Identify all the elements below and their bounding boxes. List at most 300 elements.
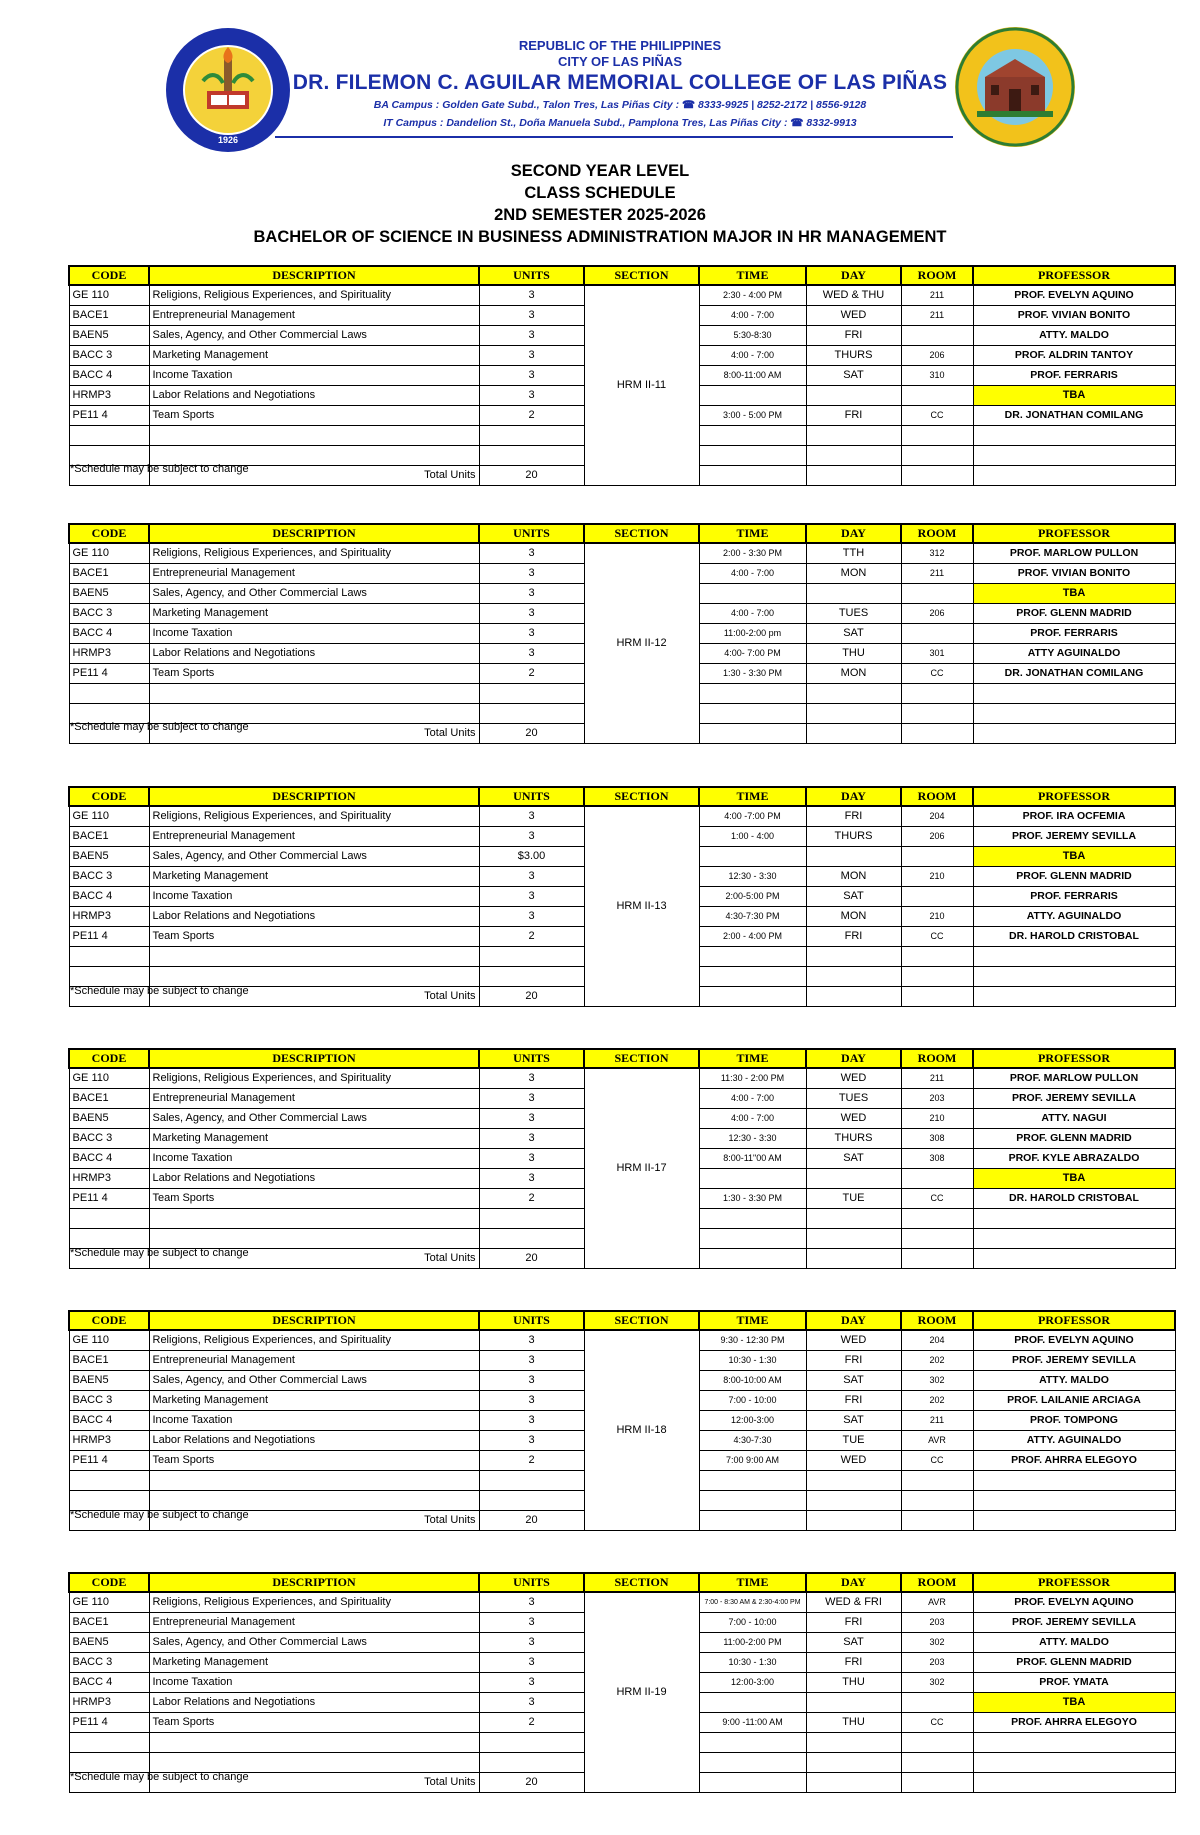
class-time: 4:00 - 7:00 — [699, 1108, 806, 1128]
class-room: 204 — [901, 806, 973, 826]
class-room: 211 — [901, 563, 973, 583]
section-name: HRM II-18 — [584, 1330, 699, 1530]
schedule-table-0 — [68, 265, 1176, 486]
empty-cell — [699, 465, 806, 485]
column-header: PROFESSOR — [973, 1311, 1175, 1330]
course-code: BACE1 — [69, 1088, 149, 1108]
course-code: BACC 4 — [69, 1672, 149, 1692]
course-code: GE 110 — [69, 1592, 149, 1612]
course-units: 3 — [479, 1430, 584, 1450]
course-units: 3 — [479, 1390, 584, 1410]
column-header: UNITS — [479, 524, 584, 543]
empty-cell — [149, 1208, 479, 1228]
course-units: 3 — [479, 1612, 584, 1632]
class-time: 8:00-11"00 AM — [699, 1148, 806, 1168]
empty-cell — [973, 1752, 1175, 1772]
class-room: 312 — [901, 543, 973, 563]
course-units: 3 — [479, 643, 584, 663]
class-day: FRI — [806, 1612, 901, 1632]
course-description: Income Taxation — [149, 1672, 479, 1692]
class-day: WED — [806, 1068, 901, 1088]
empty-cell — [69, 703, 149, 723]
course-code: GE 110 — [69, 1068, 149, 1088]
empty-cell — [699, 1248, 806, 1268]
course-units: 3 — [479, 1330, 584, 1350]
course-units: 3 — [479, 866, 584, 886]
class-day: MON — [806, 866, 901, 886]
class-day: SAT — [806, 1632, 901, 1652]
course-description: Sales, Agency, and Other Commercial Laws — [149, 325, 479, 345]
class-time: 9:00 -11:00 AM — [699, 1712, 806, 1732]
schedule-table-1 — [68, 523, 1176, 744]
republic-line: REPUBLIC OF THE PHILIPPINES — [518, 38, 722, 53]
class-day: MON — [806, 563, 901, 583]
professor-name: PROF. JEREMY SEVILLA — [973, 1088, 1175, 1108]
class-time: 4:00 - 7:00 — [699, 1088, 806, 1108]
course-description: Sales, Agency, and Other Commercial Laws — [149, 583, 479, 603]
class-day: FRI — [806, 1350, 901, 1370]
phone-icon: ☎ — [682, 99, 696, 111]
empty-cell — [901, 1208, 973, 1228]
class-time: 12:00-3:00 — [699, 1672, 806, 1692]
empty-cell — [479, 425, 584, 445]
class-room: 211 — [901, 285, 973, 305]
course-code: PE11 4 — [69, 663, 149, 683]
course-description: Team Sports — [149, 405, 479, 425]
course-code: BACC 3 — [69, 866, 149, 886]
course-code: BACC 4 — [69, 365, 149, 385]
class-room: 202 — [901, 1350, 973, 1370]
class-time: 5:30-8:30 — [699, 325, 806, 345]
class-time: 4:30-7:30 PM — [699, 906, 806, 926]
class-time: 7:00 - 10:00 — [699, 1612, 806, 1632]
class-room: CC — [901, 663, 973, 683]
class-room: 301 — [901, 643, 973, 663]
class-time: 4:00 - 7:00 — [699, 345, 806, 365]
professor-name: ATTY. AGUINALDO — [973, 906, 1175, 926]
course-description: Marketing Management — [149, 1390, 479, 1410]
class-time — [699, 385, 806, 405]
professor-name: PROF. IRA OCFEMIA — [973, 806, 1175, 826]
course-units: 3 — [479, 543, 584, 563]
empty-cell — [806, 1510, 901, 1530]
course-description: Sales, Agency, and Other Commercial Laws — [149, 1108, 479, 1128]
class-time: 7:00 - 10:00 — [699, 1390, 806, 1410]
class-room: CC — [901, 1188, 973, 1208]
column-header: TIME — [699, 266, 806, 285]
professor-name: PROF. GLENN MADRID — [973, 866, 1175, 886]
year-level-title: SECOND YEAR LEVEL — [510, 162, 690, 180]
class-day: THU — [806, 1672, 901, 1692]
letterhead-text — [290, 38, 950, 132]
class-day: FRI — [806, 806, 901, 826]
class-room: 308 — [901, 1148, 973, 1168]
class-room: CC — [901, 926, 973, 946]
course-code: BACC 3 — [69, 1128, 149, 1148]
professor-name: PROF. LAILANIE ARCIAGA — [973, 1390, 1175, 1410]
class-time: 3:00 - 5:00 PM — [699, 405, 806, 425]
empty-cell — [149, 1752, 479, 1772]
class-time: 4:00 - 7:00 — [699, 603, 806, 623]
empty-cell — [806, 1752, 901, 1772]
class-room: 202 — [901, 1390, 973, 1410]
course-units: 2 — [479, 926, 584, 946]
course-description: Marketing Management — [149, 345, 479, 365]
class-time: 4:00 - 7:00 — [699, 563, 806, 583]
empty-cell — [973, 1228, 1175, 1248]
course-description: Labor Relations and Negotiations — [149, 385, 479, 405]
empty-cell — [149, 425, 479, 445]
class-day: FRI — [806, 1652, 901, 1672]
course-code: PE11 4 — [69, 405, 149, 425]
column-header: PROFESSOR — [973, 787, 1175, 806]
empty-cell — [149, 683, 479, 703]
course-code: BACC 4 — [69, 886, 149, 906]
column-header: ROOM — [901, 1573, 973, 1592]
course-code: BACE1 — [69, 826, 149, 846]
class-day: THURS — [806, 826, 901, 846]
course-description: Marketing Management — [149, 1128, 479, 1148]
course-code: GE 110 — [69, 806, 149, 826]
column-header: DAY — [806, 524, 901, 543]
empty-cell — [699, 986, 806, 1006]
class-time: 2:00 - 4:00 PM — [699, 926, 806, 946]
class-room: CC — [901, 1712, 973, 1732]
empty-cell — [973, 445, 1175, 465]
empty-cell — [973, 683, 1175, 703]
course-units: 3 — [479, 806, 584, 826]
column-header: UNITS — [479, 1573, 584, 1592]
course-units: 3 — [479, 1068, 584, 1088]
class-room: 203 — [901, 1088, 973, 1108]
document-titles — [0, 160, 1200, 248]
course-code: HRMP3 — [69, 1692, 149, 1712]
empty-cell — [149, 1228, 479, 1248]
class-day: FRI — [806, 325, 901, 345]
empty-cell — [69, 1752, 149, 1772]
empty-cell — [901, 425, 973, 445]
class-time: 8:00-11:00 AM — [699, 365, 806, 385]
class-time: 11:00-2:00 pm — [699, 623, 806, 643]
empty-cell — [901, 1490, 973, 1510]
professor-name: ATTY. MALDO — [973, 1370, 1175, 1390]
course-units: 3 — [479, 1370, 584, 1390]
empty-cell — [901, 946, 973, 966]
empty-cell — [699, 1490, 806, 1510]
column-header: TIME — [699, 1573, 806, 1592]
class-day — [806, 385, 901, 405]
class-time: 7:00 - 8:30 AM & 2:30-4:00 PM — [699, 1592, 806, 1612]
class-room: 206 — [901, 345, 973, 365]
course-code: BACE1 — [69, 1612, 149, 1632]
column-header: DAY — [806, 787, 901, 806]
professor-name: PROF. JEREMY SEVILLA — [973, 826, 1175, 846]
empty-cell — [901, 1248, 973, 1268]
course-description: Income Taxation — [149, 886, 479, 906]
program-title: BACHELOR OF SCIENCE IN BUSINESS ADMINISTRATION MAJOR IN HR MANAGEMENT — [253, 228, 947, 246]
course-code: BACC 4 — [69, 1148, 149, 1168]
course-description: Religions, Religious Experiences, and Spirituality — [149, 806, 479, 826]
professor-name: DR. JONATHAN COMILANG — [973, 405, 1175, 425]
class-room — [901, 1168, 973, 1188]
column-header: DESCRIPTION — [149, 1573, 479, 1592]
section-name: HRM II-12 — [584, 543, 699, 743]
class-room: 204 — [901, 1330, 973, 1350]
table-row — [69, 1592, 1175, 1612]
course-units: 3 — [479, 345, 584, 365]
empty-cell — [479, 946, 584, 966]
professor-name: PROF. JEREMY SEVILLA — [973, 1612, 1175, 1632]
section-name: HRM II-13 — [584, 806, 699, 1006]
class-room: AVR — [901, 1592, 973, 1612]
class-day: SAT — [806, 1370, 901, 1390]
class-day: THURS — [806, 1128, 901, 1148]
course-description: Entrepreneurial Management — [149, 1088, 479, 1108]
course-description: Entrepreneurial Management — [149, 305, 479, 325]
total-units-value: 20 — [479, 986, 584, 1006]
professor-name: PROF. MARLOW PULLON — [973, 543, 1175, 563]
total-units-label: Total Units — [149, 723, 479, 743]
class-time — [699, 1168, 806, 1188]
class-day: SAT — [806, 623, 901, 643]
empty-cell — [699, 723, 806, 743]
empty-cell — [901, 986, 973, 1006]
professor-name: PROF. FERRARIS — [973, 886, 1175, 906]
class-room: AVR — [901, 1430, 973, 1450]
course-description: Religions, Religious Experiences, and Spirituality — [149, 1330, 479, 1350]
table-row — [69, 543, 1175, 563]
course-code: HRMP3 — [69, 385, 149, 405]
class-room: 206 — [901, 826, 973, 846]
empty-cell — [699, 445, 806, 465]
empty-cell — [901, 445, 973, 465]
course-units: 3 — [479, 1108, 584, 1128]
class-room: 210 — [901, 1108, 973, 1128]
class-room: 211 — [901, 305, 973, 325]
empty-cell — [901, 1510, 973, 1530]
empty-cell — [69, 425, 149, 445]
class-room: 210 — [901, 906, 973, 926]
empty-cell — [901, 465, 973, 485]
course-description: Labor Relations and Negotiations — [149, 643, 479, 663]
professor-name: ATTY AGUINALDO — [973, 643, 1175, 663]
class-day: TUE — [806, 1430, 901, 1450]
column-header: TIME — [699, 1049, 806, 1068]
course-code: BACC 4 — [69, 1410, 149, 1430]
course-code: BACC 3 — [69, 1652, 149, 1672]
table-header-row — [69, 1311, 1175, 1330]
professor-name: TBA — [973, 846, 1175, 866]
course-description: Income Taxation — [149, 623, 479, 643]
professor-name: TBA — [973, 1692, 1175, 1712]
course-code: BACC 3 — [69, 345, 149, 365]
class-time: 10:30 - 1:30 — [699, 1652, 806, 1672]
class-day: TUE — [806, 1188, 901, 1208]
letterhead-rule — [275, 136, 953, 138]
empty-cell — [69, 1470, 149, 1490]
empty-cell — [973, 1510, 1175, 1530]
college-name: DR. FILEMON C. AGUILAR MEMORIAL COLLEGE OF LAS PIÑAS — [292, 71, 948, 94]
empty-cell — [901, 723, 973, 743]
class-day: WED — [806, 1108, 901, 1128]
class-room — [901, 385, 973, 405]
section-name: HRM II-17 — [584, 1068, 699, 1268]
empty-cell — [149, 1470, 479, 1490]
course-units: 3 — [479, 1592, 584, 1612]
column-header: UNITS — [479, 266, 584, 285]
column-header: DESCRIPTION — [149, 1049, 479, 1068]
empty-cell — [901, 966, 973, 986]
column-header: DAY — [806, 1311, 901, 1330]
column-header: UNITS — [479, 1049, 584, 1068]
table-header-row — [69, 787, 1175, 806]
table-header-row — [69, 266, 1175, 285]
empty-cell — [973, 1490, 1175, 1510]
class-time: 1:30 - 3:30 PM — [699, 1188, 806, 1208]
course-units: 3 — [479, 563, 584, 583]
total-units-label: Total Units — [149, 1510, 479, 1530]
empty-cell — [479, 1470, 584, 1490]
course-units: 3 — [479, 1410, 584, 1430]
empty-cell — [973, 703, 1175, 723]
course-description: Labor Relations and Negotiations — [149, 906, 479, 926]
course-units: 3 — [479, 1088, 584, 1108]
class-time: 8:00-10:00 AM — [699, 1370, 806, 1390]
empty-cell — [699, 946, 806, 966]
professor-name: PROF. JEREMY SEVILLA — [973, 1350, 1175, 1370]
schedule-table-4 — [68, 1310, 1176, 1531]
column-header: ROOM — [901, 524, 973, 543]
course-units: 3 — [479, 1692, 584, 1712]
course-units: 3 — [479, 305, 584, 325]
professor-name: PROF. YMATA — [973, 1672, 1175, 1692]
course-units: 2 — [479, 1188, 584, 1208]
course-code: PE11 4 — [69, 926, 149, 946]
empty-cell — [149, 445, 479, 465]
class-time: 9:30 - 12:30 PM — [699, 1330, 806, 1350]
course-units: 3 — [479, 1632, 584, 1652]
course-code: BAEN5 — [69, 1632, 149, 1652]
table-row — [69, 285, 1175, 305]
column-header: CODE — [69, 787, 149, 806]
schedule-note: *Schedule may be subject to change — [70, 1247, 249, 1259]
professor-name: PROF. EVELYN AQUINO — [973, 1330, 1175, 1350]
column-header: SECTION — [584, 1049, 699, 1068]
empty-cell — [973, 1772, 1175, 1792]
course-units: 3 — [479, 1128, 584, 1148]
course-code: BACC 4 — [69, 623, 149, 643]
column-header: SECTION — [584, 1573, 699, 1592]
class-day: MON — [806, 663, 901, 683]
course-units: 3 — [479, 583, 584, 603]
course-units: 2 — [479, 663, 584, 683]
course-description: Income Taxation — [149, 1410, 479, 1430]
empty-cell — [699, 683, 806, 703]
professor-name: TBA — [973, 1168, 1175, 1188]
professor-name: PROF. FERRARIS — [973, 365, 1175, 385]
empty-cell — [901, 1732, 973, 1752]
course-description: Team Sports — [149, 1450, 479, 1470]
course-description: Labor Relations and Negotiations — [149, 1430, 479, 1450]
empty-cell — [699, 1228, 806, 1248]
total-units-label: Total Units — [149, 1772, 479, 1792]
course-code: GE 110 — [69, 1330, 149, 1350]
class-room — [901, 846, 973, 866]
empty-cell — [901, 1228, 973, 1248]
course-description: Team Sports — [149, 926, 479, 946]
column-header: CODE — [69, 1049, 149, 1068]
it-campus-line — [290, 114, 950, 132]
column-header: DAY — [806, 266, 901, 285]
class-time: 7:00 9:00 AM — [699, 1450, 806, 1470]
course-description: Team Sports — [149, 1712, 479, 1732]
empty-cell — [149, 703, 479, 723]
table-row — [69, 806, 1175, 826]
class-time — [699, 846, 806, 866]
class-room: 206 — [901, 603, 973, 623]
class-time: 11:00-2:00 PM — [699, 1632, 806, 1652]
class-time: 12:30 - 3:30 — [699, 866, 806, 886]
class-time: 4:00 - 7:00 — [699, 305, 806, 325]
ba-campus-line — [290, 96, 950, 114]
empty-cell — [69, 445, 149, 465]
class-time: 2:00 - 3:30 PM — [699, 543, 806, 563]
class-time: 11:30 - 2:00 PM — [699, 1068, 806, 1088]
course-description: Income Taxation — [149, 1148, 479, 1168]
class-room: 203 — [901, 1612, 973, 1632]
column-header: SECTION — [584, 524, 699, 543]
professor-name: ATTY. AGUINALDO — [973, 1430, 1175, 1450]
course-code: PE11 4 — [69, 1188, 149, 1208]
empty-cell — [973, 1732, 1175, 1752]
empty-cell — [69, 966, 149, 986]
table-row — [69, 1068, 1175, 1088]
schedule-note: *Schedule may be subject to change — [70, 985, 249, 997]
column-header: DESCRIPTION — [149, 524, 479, 543]
course-code: BACE1 — [69, 1350, 149, 1370]
course-code: PE11 4 — [69, 1450, 149, 1470]
class-time: 4:00- 7:00 PM — [699, 643, 806, 663]
empty-cell — [901, 1772, 973, 1792]
empty-cell — [699, 1752, 806, 1772]
column-header: DESCRIPTION — [149, 266, 479, 285]
course-code: HRMP3 — [69, 643, 149, 663]
course-units: 3 — [479, 1168, 584, 1188]
empty-cell — [973, 425, 1175, 445]
empty-cell — [806, 1732, 901, 1752]
empty-cell — [699, 966, 806, 986]
total-units-value: 20 — [479, 1772, 584, 1792]
empty-cell — [973, 966, 1175, 986]
empty-cell — [806, 1208, 901, 1228]
course-units: $3.00 — [479, 846, 584, 866]
empty-cell — [973, 986, 1175, 1006]
empty-cell — [149, 966, 479, 986]
class-day: TUES — [806, 603, 901, 623]
table-row — [69, 1330, 1175, 1350]
column-header: DAY — [806, 1049, 901, 1068]
class-time: 4:00 -7:00 PM — [699, 806, 806, 826]
class-day: SAT — [806, 1410, 901, 1430]
course-code: BACE1 — [69, 305, 149, 325]
column-header: SECTION — [584, 1311, 699, 1330]
empty-cell — [479, 1228, 584, 1248]
class-room: 302 — [901, 1672, 973, 1692]
empty-cell — [806, 683, 901, 703]
class-day: WED — [806, 1330, 901, 1350]
class-time: 12:30 - 3:30 — [699, 1128, 806, 1148]
column-header: TIME — [699, 524, 806, 543]
